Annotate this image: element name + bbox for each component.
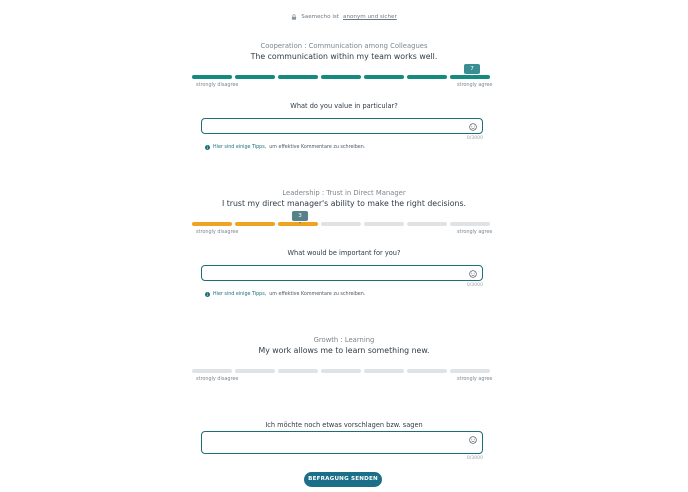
section-1-question: The communication within my team works well.: [250, 52, 438, 61]
section-3-category: Growth : Learning: [313, 336, 375, 344]
scale-1-point-6[interactable]: [407, 75, 447, 79]
scale-1-point-4[interactable]: [321, 75, 361, 79]
scale-3-point-4[interactable]: [321, 369, 361, 373]
scale-2-point-1[interactable]: [192, 222, 232, 226]
emoji-smile-icon[interactable]: [469, 123, 477, 131]
rating-scale-3[interactable]: [192, 369, 494, 375]
section-1-comment-tips: [205, 145, 365, 150]
scale-1-point-1[interactable]: [192, 75, 232, 79]
section-2-question: I trust my direct manager's ability to make the right decisions.: [221, 199, 467, 208]
section-2-tips-link[interactable]: Hier sind einige Tipps,: [213, 292, 267, 297]
suggestion-char-counter: 0/3000: [466, 456, 483, 461]
scale-2-point-7[interactable]: [450, 222, 490, 226]
scale-3-min-label: strongly disagree: [196, 376, 239, 382]
emoji-smile-icon[interactable]: [469, 436, 477, 444]
scale-3-max-label: strongly agree: [457, 376, 493, 382]
section-2-char-counter: 0/3000: [466, 283, 483, 288]
section-3-question: My work allows me to learn something new.: [258, 346, 430, 355]
section-1-comment-input[interactable]: [201, 118, 483, 134]
suggestion-prompt: Ich möchte noch etwas vorschlagen bzw. sagen: [265, 421, 423, 429]
scale-1-selected-value: 7: [470, 66, 474, 72]
scale-2-point-4[interactable]: [321, 222, 361, 226]
suggestion-input[interactable]: [201, 431, 483, 454]
section-1-tips-text: um effektive Kommentare zu schreiben.: [269, 145, 366, 150]
scale-2-max-label: strongly agree: [457, 229, 493, 235]
scale-3-point-2[interactable]: [235, 369, 275, 373]
section-1-char-counter: 0/3000: [466, 136, 483, 141]
scale-1-point-2[interactable]: [235, 75, 275, 79]
anonymity-link[interactable]: anonym und sicher: [343, 14, 397, 20]
scale-3-point-7[interactable]: [450, 369, 490, 373]
scale-1-max-label: strongly agree: [457, 82, 493, 88]
scale-2-point-5[interactable]: [364, 222, 404, 226]
scale-1-point-3[interactable]: [278, 75, 318, 79]
info-icon: i: [206, 292, 209, 297]
scale-1-point-5[interactable]: [364, 75, 404, 79]
section-1-category: Cooperation : Communication among Colleagues: [260, 42, 428, 50]
scale-2-point-2[interactable]: [235, 222, 275, 226]
section-2-comment-input[interactable]: [201, 265, 483, 281]
scale-3-point-1[interactable]: [192, 369, 232, 373]
scale-1-selected-bubble: [464, 64, 480, 74]
scale-2-selected-value: 3: [298, 213, 302, 219]
rating-scale-2[interactable]: [192, 222, 494, 228]
scale-3-point-5[interactable]: [364, 369, 404, 373]
anonymity-notice: [0, 14, 688, 20]
submit-survey-button[interactable]: BEFRAGUNG SENDEN: [304, 472, 382, 487]
section-2-comment-tips: [205, 292, 365, 297]
info-icon: i: [206, 145, 209, 150]
section-2-tips-text: um effektive Kommentare zu schreiben.: [269, 292, 366, 297]
scale-2-selected-bubble: [292, 211, 308, 221]
section-1-tips-link[interactable]: Hier sind einige Tipps,: [213, 145, 267, 150]
section-2-category: Leadership : Trust in Direct Manager: [282, 189, 406, 197]
scale-3-point-3[interactable]: [278, 369, 318, 373]
scale-2-point-6[interactable]: [407, 222, 447, 226]
scale-3-point-6[interactable]: [407, 369, 447, 373]
section-2-comment-prompt: What would be important for you?: [287, 249, 401, 257]
rating-scale-1[interactable]: [192, 75, 494, 81]
emoji-smile-icon[interactable]: [469, 270, 477, 278]
scale-2-min-label: strongly disagree: [196, 229, 239, 235]
section-1-comment-prompt: What do you value in particular?: [290, 102, 398, 110]
scale-1-min-label: strongly disagree: [196, 82, 239, 88]
lock-icon: [291, 14, 297, 20]
notice-text: Saemecho ist: [301, 14, 340, 20]
